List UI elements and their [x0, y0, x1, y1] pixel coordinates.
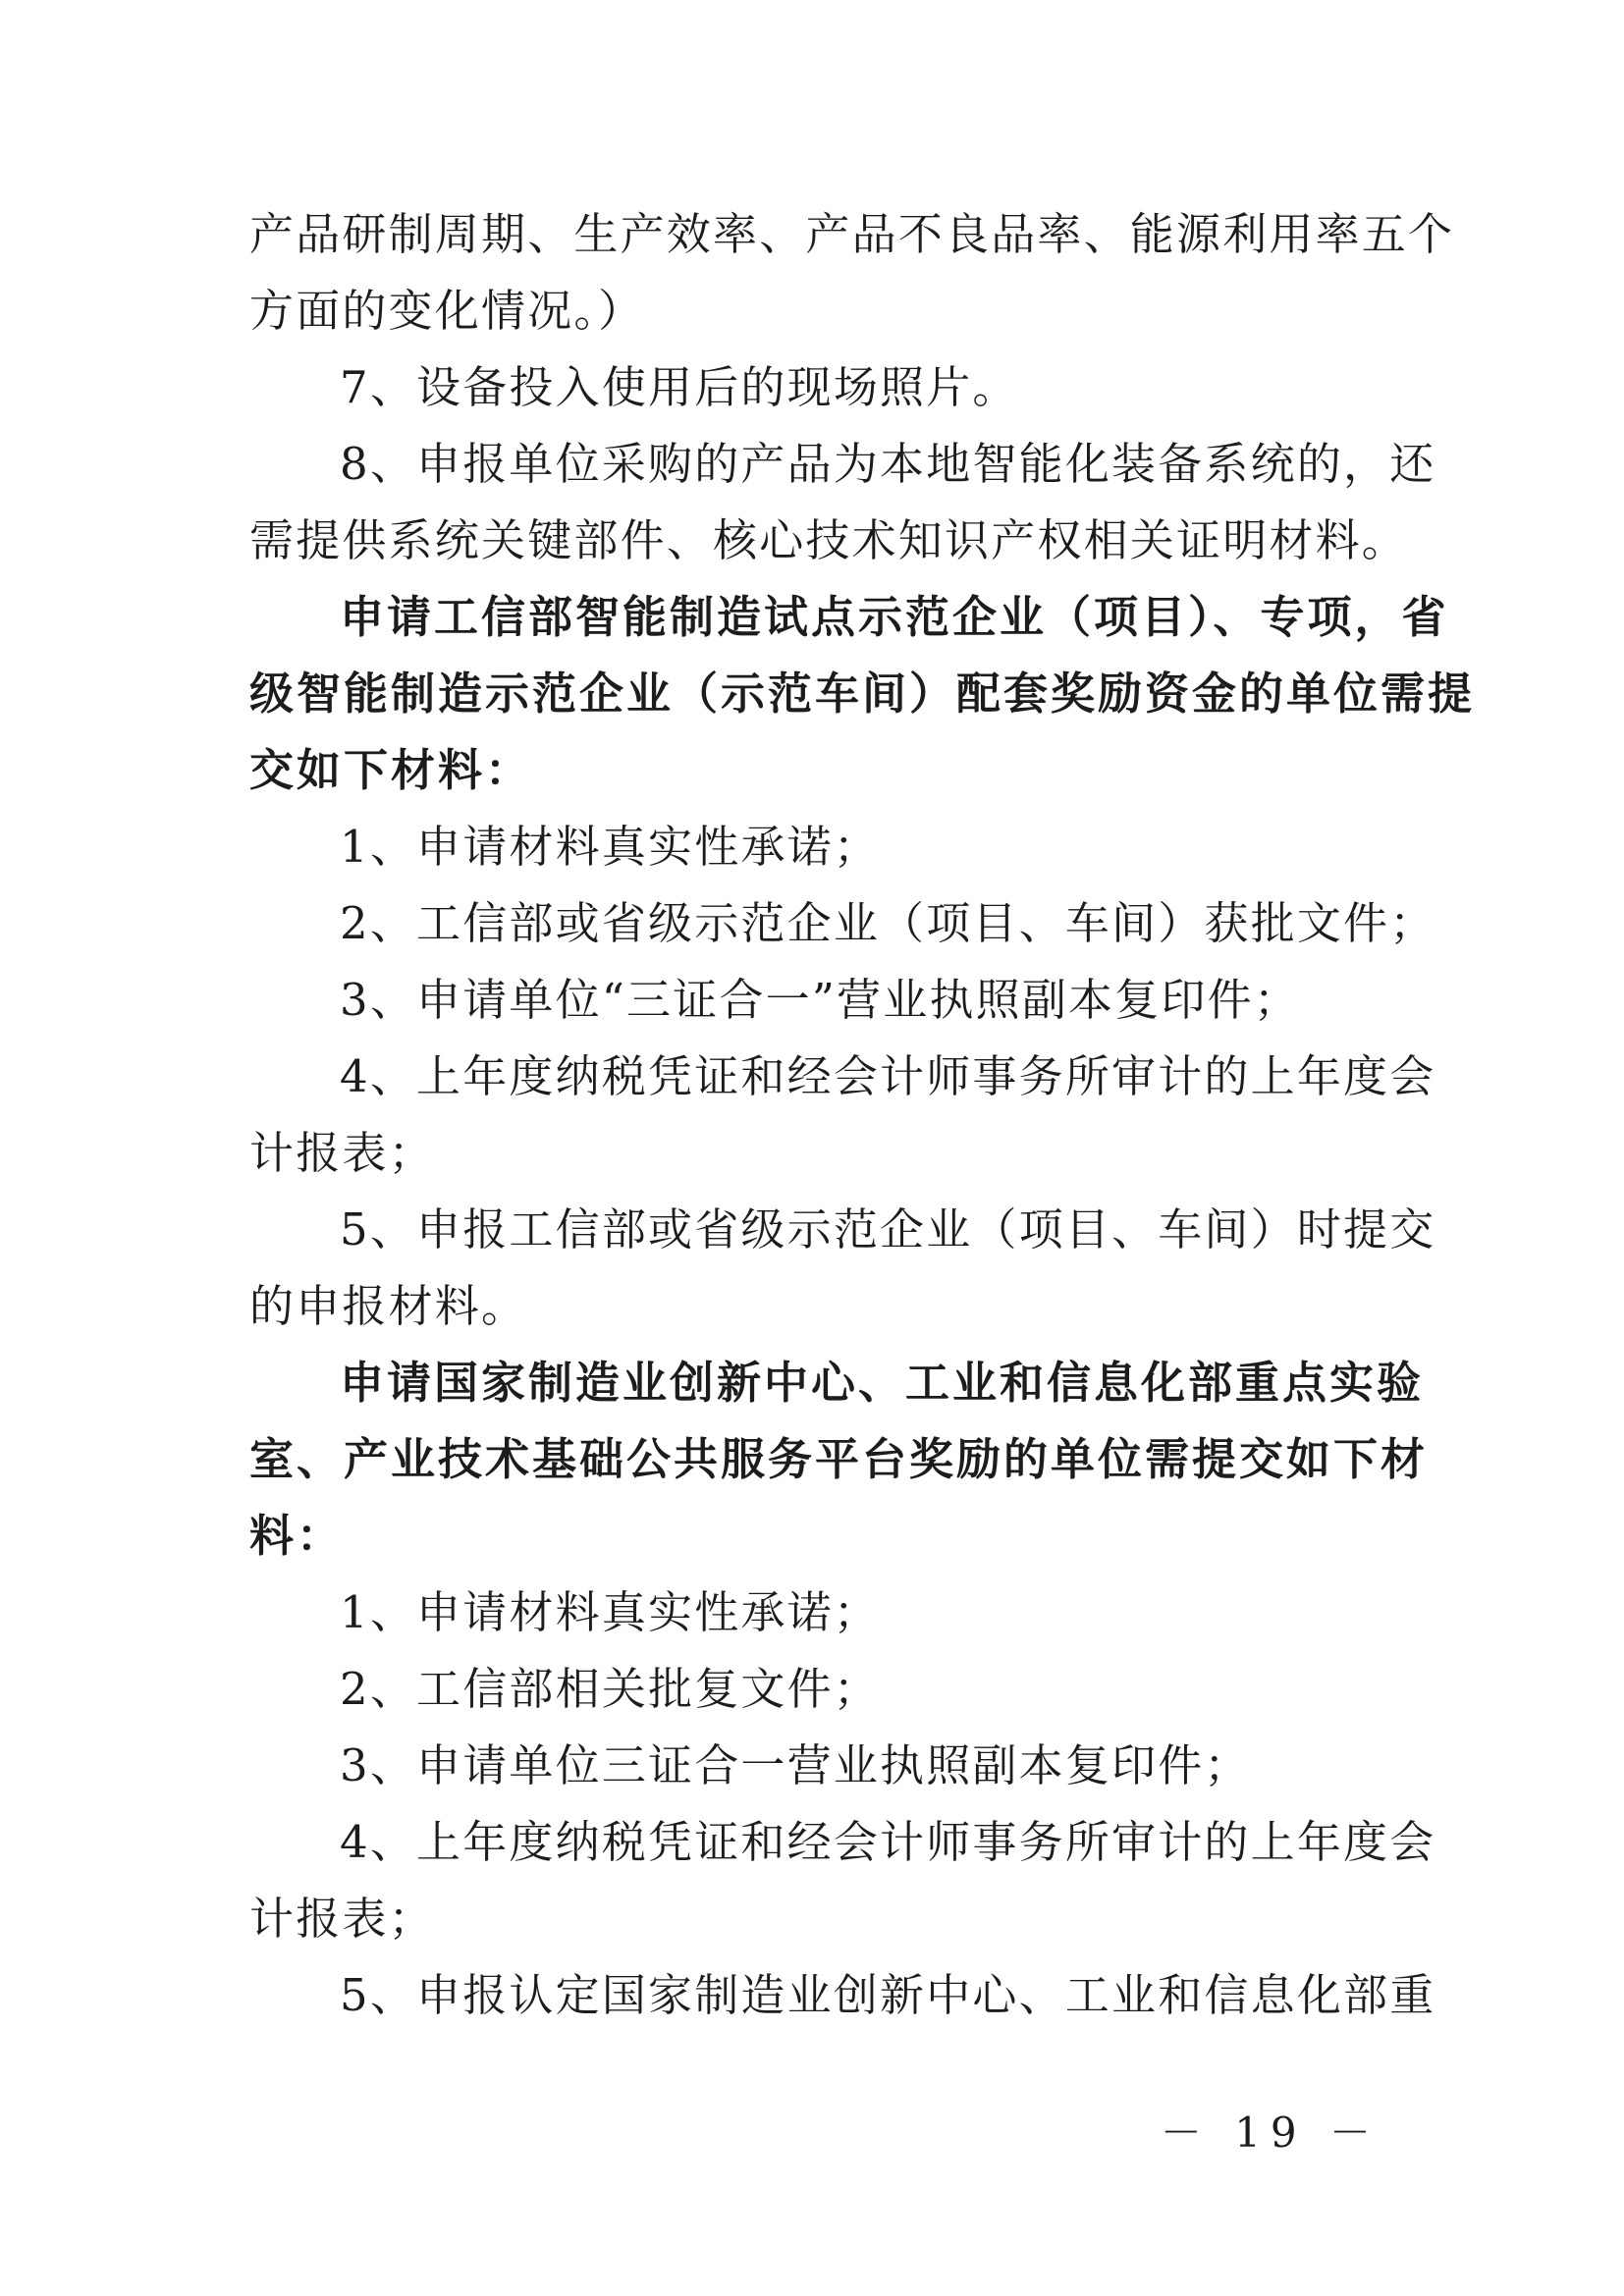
text-line: 申请国家制造业创新中心、工业和信息化部重点实验: [340, 1357, 1425, 1409]
text-line: 3、申请单位三证合一营业执照副本复印件；: [340, 1739, 1251, 1791]
text-line: 1、申请材料真实性承诺；: [340, 1586, 881, 1638]
text-line: 的申报材料。: [249, 1280, 528, 1332]
paragraph: [249, 1804, 1436, 1957]
text-line: 级智能制造示范企业（示范车间）配套奖励资金的单位需提: [249, 667, 1476, 720]
text-line: 2、工信部或省级示范企业（项目、车间）获批文件；: [340, 897, 1436, 949]
section-heading: [249, 579, 1476, 809]
text-line: 计报表；: [249, 1127, 435, 1179]
text-line: 产品研制周期、生产效率、产品不良品率、能源利用率五个: [249, 208, 1455, 260]
text-line: 3、申请单位“三证合一”营业执照副本复印件；: [340, 974, 1301, 1026]
paragraph: [249, 809, 1388, 885]
text-line: 申请工信部智能制造试点示范企业（项目）、专项，省: [340, 591, 1449, 643]
text-line: 7、设备投入使用后的现场照片。: [340, 361, 1019, 413]
text-line: 2、工信部相关批复文件；: [340, 1663, 881, 1715]
page-number: － 19 －: [1160, 2109, 1380, 2157]
section-heading: [249, 1345, 1429, 1575]
paragraph: [249, 426, 1436, 579]
text-line: 需提供系统关键部件、核心技术知识产权相关证明材料。: [249, 514, 1409, 566]
text-line: 1、申请材料真实性承诺；: [340, 821, 881, 873]
paragraph: [249, 1651, 1388, 1728]
paragraph: [249, 1039, 1436, 1192]
text-line: 方面的变化情况。）: [249, 285, 645, 337]
text-line: 计报表；: [249, 1893, 435, 1945]
paragraph: [249, 1728, 1388, 1804]
text-line: 4、上年度纳税凭证和经会计师事务所审计的上年度会: [340, 1816, 1436, 1868]
paragraph: [249, 885, 1436, 962]
paragraph: [249, 1957, 1436, 2034]
paragraph: [249, 1192, 1436, 1345]
text-line: 交如下材料：: [249, 744, 533, 796]
text-line: 5、申报认定国家制造业创新中心、工业和信息化部重: [340, 1969, 1436, 2021]
paragraph: [249, 349, 1388, 426]
text-line: 料：: [249, 1510, 345, 1562]
text-line: 4、上年度纳税凭证和经会计师事务所审计的上年度会: [340, 1050, 1436, 1102]
text-line: 8、申报单位采购的产品为本地智能化装备系统的，还: [340, 438, 1436, 490]
document-body: [249, 196, 1476, 2034]
paragraph: [249, 1575, 1388, 1651]
paragraph: [249, 962, 1388, 1039]
text-line: 室、产业技术基础公共服务平台奖励的单位需提交如下材: [249, 1433, 1429, 1485]
paragraph: [249, 196, 1455, 349]
text-line: 5、申报工信部或省级示范企业（项目、车间）时提交: [340, 1203, 1436, 1255]
